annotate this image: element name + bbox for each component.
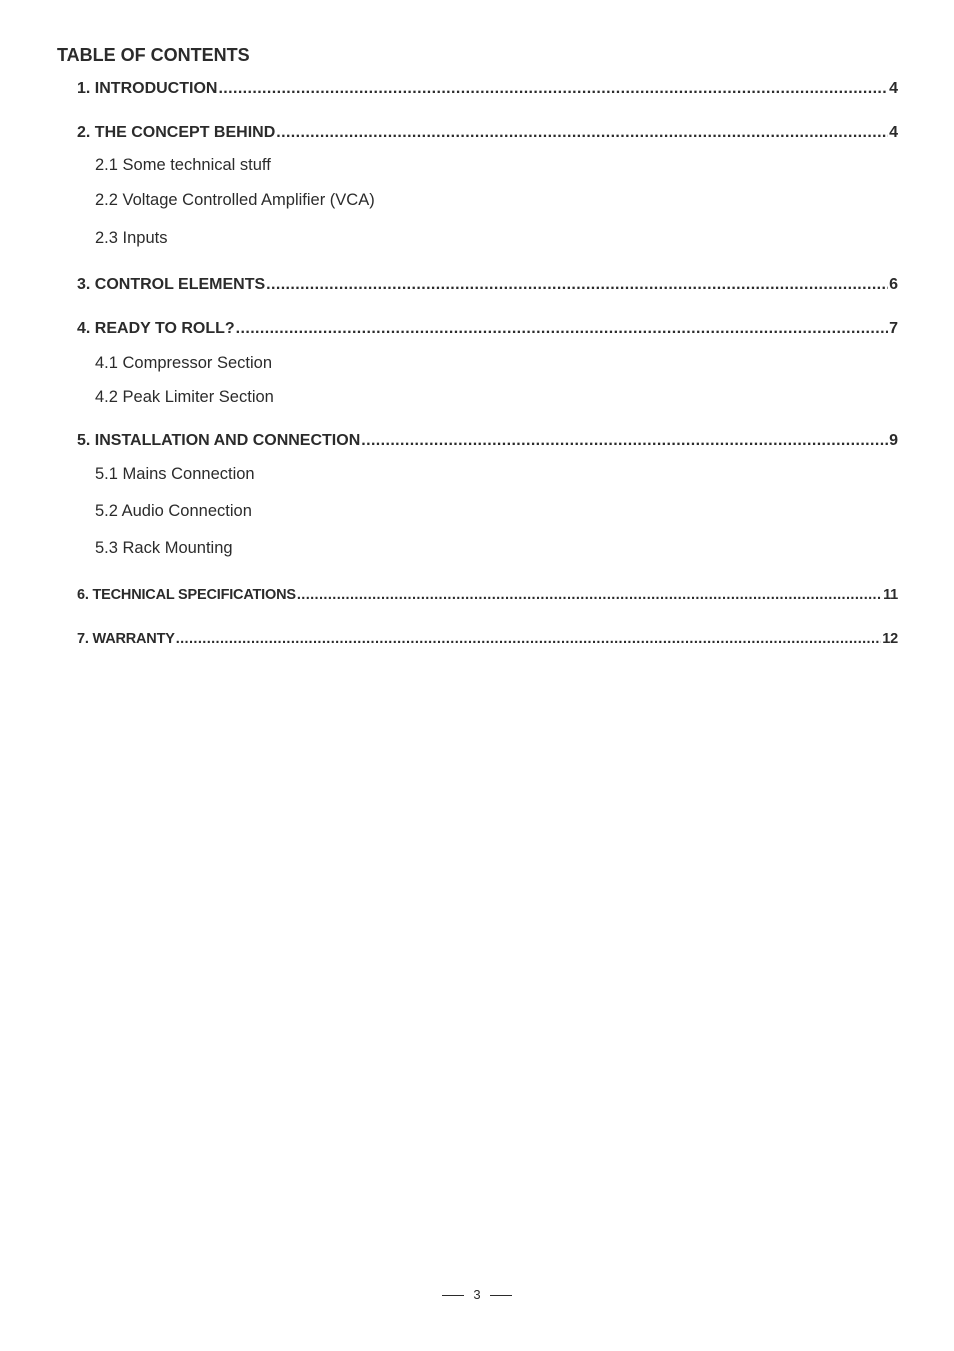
toc-subentry-mains[interactable]: 5.1 Mains Connection (95, 465, 255, 483)
dot-leader (276, 124, 888, 142)
toc-subentry-inputs[interactable]: 2.3 Inputs (95, 229, 168, 247)
toc-title: TABLE OF CONTENTS (57, 45, 250, 65)
toc-entry-ready-to-roll[interactable] (77, 320, 898, 338)
dot-leader (236, 320, 888, 338)
toc-entry-label: 4. READY TO ROLL? (77, 320, 235, 337)
dot-leader (266, 276, 888, 294)
toc-entry-label: 1. INTRODUCTION (77, 80, 218, 97)
toc-subentry-compressor[interactable]: 4.1 Compressor Section (95, 354, 272, 372)
toc-entry-page: 11 (883, 587, 898, 603)
dot-leader (218, 80, 888, 98)
toc-entry-installation[interactable] (77, 432, 898, 450)
dot-leader (176, 631, 882, 647)
toc-entry-technical-specifications[interactable] (77, 587, 898, 603)
toc-entry-control-elements[interactable] (77, 276, 898, 294)
toc-entry-label: 7. WARRANTY (77, 631, 175, 647)
toc-subentry-peak-limiter[interactable]: 4.2 Peak Limiter Section (95, 388, 274, 406)
toc-subentry-audio[interactable]: 5.2 Audio Connection (95, 502, 252, 520)
toc-entry-page: 4 (889, 80, 898, 97)
toc-entry-page: 12 (882, 631, 898, 647)
toc-entry-page: 9 (889, 432, 898, 449)
dot-leader (297, 587, 882, 603)
toc-entry-warranty[interactable] (77, 631, 898, 647)
toc-subentry-vca[interactable]: 2.2 Voltage Controlled Amplifier (VCA) (95, 191, 375, 209)
page-number-value: 3 (473, 1287, 481, 1302)
toc-subentry-technical-stuff[interactable]: 2.1 Some technical stuff (95, 156, 271, 174)
toc-entry-label: 5. INSTALLATION AND CONNECTION (77, 432, 361, 449)
page-number (0, 1287, 954, 1302)
dash-left (442, 1295, 464, 1296)
toc-entry-page: 7 (889, 320, 898, 337)
toc-entry-label: 2. THE CONCEPT BEHIND (77, 124, 276, 141)
toc-entry-page: 6 (889, 276, 898, 293)
toc-entry-label: 6. TECHNICAL SPECIFICATIONS (77, 587, 296, 603)
toc-subentry-rack[interactable]: 5.3 Rack Mounting (95, 539, 233, 557)
dash-right (490, 1295, 512, 1296)
toc-entry-introduction[interactable] (77, 80, 898, 98)
toc-entry-page: 4 (889, 124, 898, 141)
toc-entry-concept-behind[interactable] (77, 124, 898, 142)
dot-leader (361, 432, 888, 450)
toc-entry-label: 3. CONTROL ELEMENTS (77, 276, 266, 293)
